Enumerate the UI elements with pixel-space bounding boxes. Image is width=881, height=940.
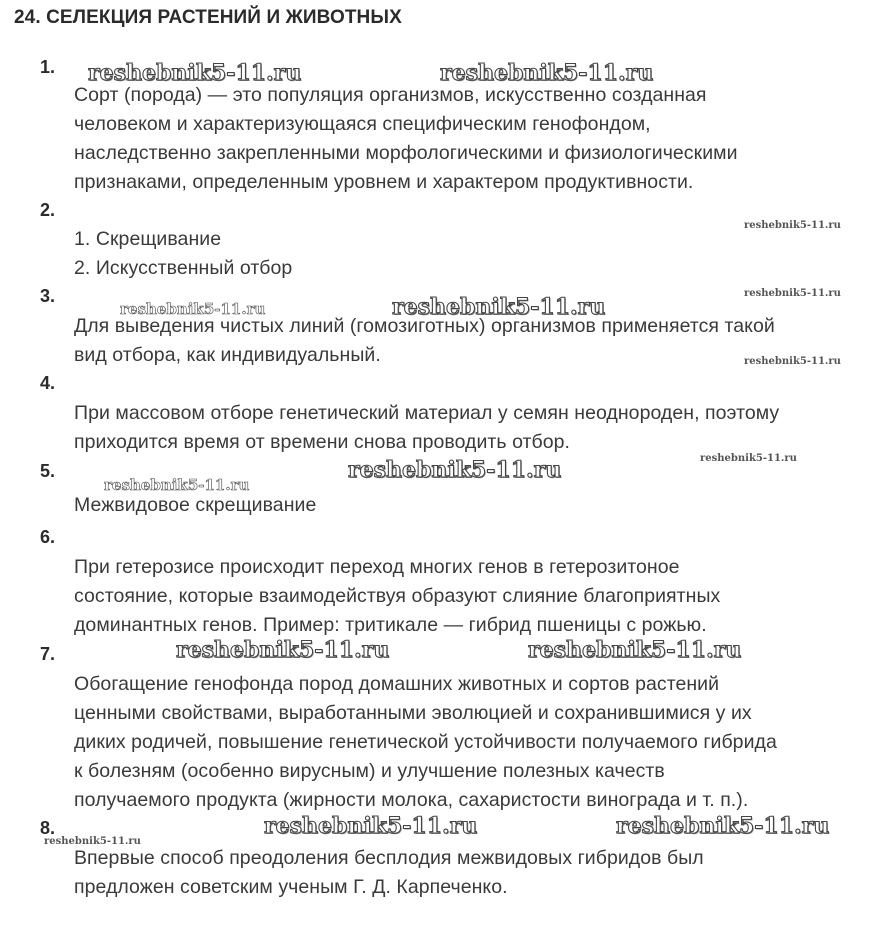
- answer-line: Межвидовое скрещивание: [74, 494, 317, 516]
- answer-line: вид отбора, как индивидуальный.: [74, 344, 381, 366]
- watermark: reshebnik5-11.ru: [104, 476, 250, 494]
- answer-line: состояние, которые взаимодействуя образуют слияние благоприятных: [74, 585, 721, 607]
- watermark: reshebnik5-11.ru: [528, 637, 742, 663]
- answer-number: 4.: [40, 373, 56, 393]
- answer-line: человеком и характеризующаяся специфическим генофондом,: [74, 113, 651, 135]
- answer-number: 1.: [40, 57, 56, 77]
- answer-number: 6.: [40, 527, 56, 547]
- answer-line: предложен советским ученым Г. Д. Карпеченко.: [74, 876, 508, 898]
- answer-line: Для выведения чистых линий (гомозиготных) организмов применяется такой: [74, 315, 775, 337]
- answer-line: При массовом отборе генетический материал у семян неоднороден, поэтому: [74, 402, 780, 424]
- watermark: reshebnik5-11.ru: [348, 457, 562, 483]
- answer-line: 2. Искусственный отбор: [74, 257, 293, 279]
- watermark: reshebnik5-11.ru: [120, 300, 266, 318]
- answer-line: 1. Скрещивание: [74, 228, 222, 250]
- answer-line: получаемого продукта (жирности молока, сахаристости винограда и т. п.).: [74, 789, 749, 811]
- answer-line: Обогащение генофонда пород домашних животных и сортов растений: [74, 673, 720, 695]
- watermark: reshebnik5-11.ru: [264, 813, 478, 839]
- watermark: reshebnik5-11.ru: [176, 637, 390, 663]
- answer-line: доминантных генов. Пример: тритикале — гибрид пшеницы с рожью.: [74, 614, 707, 636]
- answer-line: диких родичей, повышение генетической устойчивости получаемого гибрида: [74, 731, 777, 753]
- answer-line: Сорт (порода) — это популяция организмов, искусственно созданная: [74, 84, 707, 106]
- answer-number: 5.: [40, 461, 56, 481]
- watermark: reshebnik5-11.ru: [744, 220, 841, 231]
- answer-number: 3.: [40, 286, 56, 306]
- answer-line: наследственно закрепленными морфологическими и физиологическими: [74, 142, 738, 164]
- answer-line: признаками, определенным уровнем и характером продуктивности.: [74, 171, 694, 193]
- answer-number: 8.: [40, 818, 56, 838]
- watermark: reshebnik5-11.ru: [392, 294, 606, 320]
- answer-number: 7.: [40, 644, 56, 664]
- answer-number: 2.: [40, 200, 56, 220]
- page-title: 24. СЕЛЕКЦИЯ РАСТЕНИЙ И ЖИВОТНЫХ: [14, 7, 402, 28]
- answer-line: приходится время от времени снова проводить отбор.: [74, 431, 571, 453]
- watermark: reshebnik5-11.ru: [744, 288, 841, 299]
- watermark: reshebnik5-11.ru: [700, 453, 797, 464]
- watermark: reshebnik5-11.ru: [88, 60, 302, 86]
- answer-line: При гетерозисе происходит переход многих генов в гетерозитоное: [74, 556, 680, 578]
- answer-line: ценными свойствами, выработанными эволюцией и сохранившимися у их: [74, 702, 752, 724]
- watermark: reshebnik5-11.ru: [44, 836, 141, 847]
- watermark: reshebnik5-11.ru: [616, 813, 830, 839]
- answer-line: Впервые способ преодоления бесплодия межвидовых гибридов был: [74, 847, 704, 869]
- answer-line: к болезням (особенно вирусным) и улучшение полезных качеств: [74, 760, 665, 782]
- watermark: reshebnik5-11.ru: [440, 60, 654, 86]
- watermark: reshebnik5-11.ru: [744, 356, 841, 367]
